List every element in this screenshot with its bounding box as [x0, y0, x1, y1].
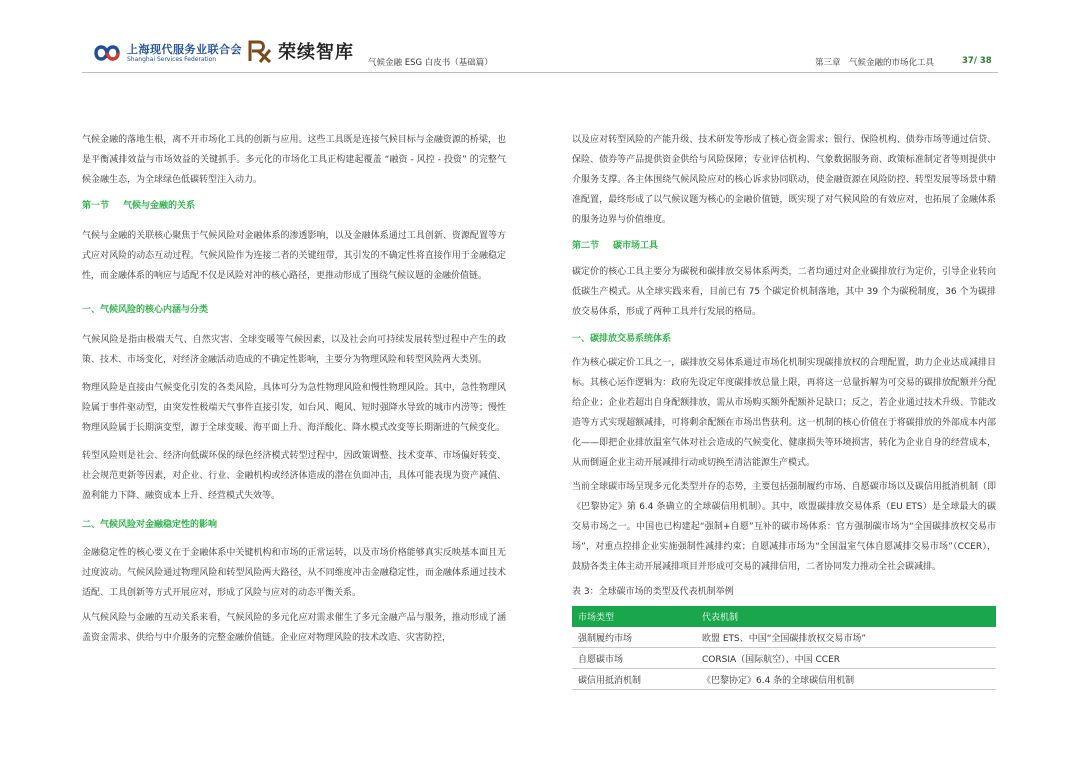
- right-column: [572, 130, 996, 690]
- paragraph: 作为核心碳定价工具之一，碳排放交易体系通过市场化机制实现碳排放权的合理配置，助力企业达成减排目标。其核心运作逻辑为：政府先设定年度碳排放总量上限，再将这一总量拆解为可交易的碳排放配额并分配给企业；企业若超出自身配额排放，需从市场购买额外配额补足缺口；反之，若企业通过技术升级、节能改造等方式实现超额减排，可将剩余配额在市场出售获利。这一机制的核心价值在于将碳排放的外部成本内部化——即把企业排放温室气体对社会造成的气候变化、健康损失等环境损害，转化为企业自身的经营成本，从而倒逼企业主动开展减排行动或切换至清洁能源生产模式。: [572, 358, 996, 468]
- ssf-logo-icon: [92, 41, 122, 65]
- table-header-cell: 代表机制: [696, 606, 996, 627]
- paragraph: 当前全球碳市场呈现多元化类型并存的态势，主要包括强制履约市场、自愿碳市场以及碳信用抵消机制（即《巴黎协定》第 6.4 条确立的全球碳信用机制）。其中，欧盟碳排放交易体系（EU ETS）是全球最大的碳交易市场之一。中国也已构建起“强制+自愿”互补的碳市场体系：官方强制碳市场为“全国碳排放权交易市场”，对重点控排企业实施强制性减排约束；自愿减排市场为“全国温室气体自愿减排交易市场”（CCER），鼓励各类主体主动开展减排项目并形成可交易的减排信用，二者协同发力推动全社会碳减排。: [572, 482, 996, 572]
- table-cell: 欧盟 ETS、中国“全国碳排放权交易市场”: [696, 627, 996, 648]
- section-title: 碳市场工具: [613, 241, 659, 251]
- table-cell: 碳信用抵消机制: [572, 669, 696, 690]
- paragraph: 从气候风险与金融的互动关系来看，气候风险的多元化应对需求催生了多元金融产品与服务，推动形成了涵盖资金需求、供给与中介服务的完整金融价值链。企业应对物理风险的技术改造、灾害防控，: [82, 613, 506, 643]
- page-number: 37/ 38: [962, 56, 992, 66]
- ssf-logo: [92, 41, 242, 65]
- table-header-row: [572, 606, 996, 627]
- page-header: [0, 0, 1080, 80]
- carbon-market-table: [572, 606, 996, 690]
- table-cell: 强制履约市场: [572, 627, 696, 648]
- subsection-heading: 二、气候风险对金融稳定性的影响: [82, 520, 218, 530]
- table-cell: 《巴黎协定》6.4 条的全球碳信用机制: [696, 669, 996, 690]
- section-heading: [82, 196, 506, 216]
- table-cell: CORSIA（国际航空）、中国 CCER: [696, 648, 996, 669]
- header-divider: [82, 72, 998, 73]
- table-cell: 自愿碳市场: [572, 648, 696, 669]
- subsection-heading: 一、气候风险的核心内涵与分类: [82, 305, 209, 315]
- org-name-en: Shanghai Services Federation: [127, 55, 217, 63]
- paragraph: 气候与金融的关联核心聚焦于气候风险对金融体系的渗透影响，以及金融体系通过工具创新、资源配置等方式应对风险的动态互动过程。气候风险作为连接二者的关键纽带，其引发的不确定性将直接作用于金融稳定性，而金融体系的响应与适配不仅是风险对冲的核心路径，更推动形成了围绕气候议题的金融价值链。: [82, 231, 506, 281]
- section-title: 气候与金融的关系: [123, 201, 196, 211]
- table-row: [572, 648, 996, 669]
- table-row: [572, 627, 996, 648]
- brand-logo: [247, 38, 354, 64]
- org-name-cn: 上海现代服务业联合会: [127, 42, 242, 56]
- table-header-cell: 市场类型: [572, 606, 696, 627]
- chapter-title: 第三章 气候金融的市场化工具: [815, 58, 935, 68]
- paragraph: 以及应对转型风险的产能升级、技术研发等形成了核心资金需求；银行、保险机构、债券市场等通过信贷、保险、债券等产品提供资金供给与风险保障；专业评估机构、气象数据服务商、政策标准制定者等则提供中介服务支撑。各主体围绕气候风险应对的核心诉求协同联动，使金融资源在风险防控、转型发展等场景中精准配置，最终形成了以气候议题为核心的金融价值链，既实现了对气候风险的有效应对，也拓展了金融体系的服务边界与价值维度。: [572, 135, 996, 225]
- left-column: [82, 130, 506, 648]
- table-row: [572, 669, 996, 690]
- paragraph: 气候金融的落地生根，离不开市场化工具的创新与应用。这些工具既是连接气候目标与金融资源的桥梁，也是平衡减排效益与市场效益的关键抓手。多元化的市场化工具正构建起覆盖 “融资 - 风控 - 投资” 的完整气候金融生态，为全球绿色低碳转型注入动力。: [82, 135, 506, 185]
- paragraph: 碳定价的核心工具主要分为碳税和碳排放交易体系两类，二者均通过对企业碳排放行为定价，引导企业转向低碳生产模式。从全球实践来看，目前已有 75 个碳定价机制落地，其中 39 个为碳税制度，36 个为碳排放交易体系，形成了两种工具并行发展的格局。: [572, 267, 996, 317]
- brand-name: 荣续智库: [278, 42, 354, 63]
- paragraph: 金融稳定性的核心要义在于金融体系中关键机构和市场的正常运转，以及市场价格能够真实反映基本面且无过度波动。气候风险通过物理风险和转型风险两大路径，从不同维度冲击金融稳定性，而金融体系通过技术适配、工具创新等方式开展应对，形成了风险与应对的动态平衡关系。: [82, 548, 506, 598]
- section-number: 第一节: [82, 201, 110, 211]
- document-title: 气候金融 ESG 白皮书（基础篇）: [368, 58, 493, 68]
- section-number: 第二节: [572, 241, 600, 251]
- paragraph: 物理风险是直接由气候变化引发的各类风险，具体可分为急性物理风险和慢性物理风险。其中，急性物理风险属于事件驱动型，由突发性极端天气事件直接引发，如台风、飓风、短时强降水导致的城市内涝等；慢性物理风险属于长期演变型，源于全球变暖、海平面上升、海洋酸化、降水模式改变等长期渐进的气候变化。: [82, 383, 506, 433]
- paragraph: 气候风险是指由极端天气、自然灾害、全球变暖等气候因素，以及社会向可持续发展转型过程中产生的政策、技术、市场变化，对经济金融活动造成的不确定性影响，主要分为物理风险和转型风险两大类别。: [82, 335, 506, 365]
- subsection-heading: 一、碳排放交易系统体系: [572, 334, 672, 344]
- table-caption: 表 3：全球碳市场的类型及代表机制举例: [572, 587, 734, 597]
- rx-logo-icon: [247, 38, 273, 64]
- paragraph: 转型风险则是社会、经济向低碳环保的绿色经济模式转型过程中，因政策调整、技术变革、市场偏好转变、社会规范更新等因素，对企业、行业、金融机构或经济体造成的潜在负面冲击，具体可能表现为资产减值、盈利能力下降、融资成本上升、经营模式失效等。: [82, 451, 506, 501]
- section-heading: [572, 236, 996, 256]
